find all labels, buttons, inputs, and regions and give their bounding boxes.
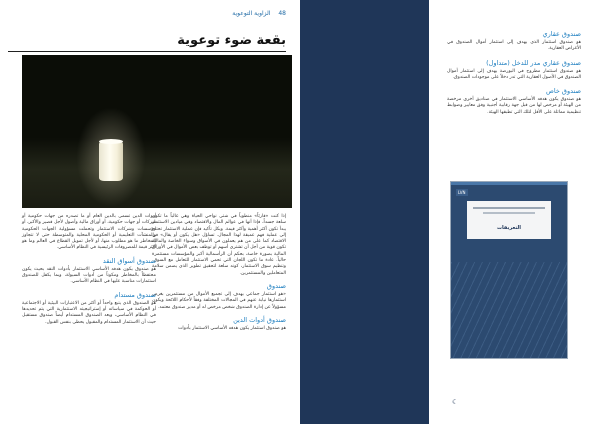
photo-grass (22, 138, 292, 208)
subheading-fund: صندوق (266, 281, 286, 290)
book-subtitle-line (483, 212, 535, 214)
right-page (300, 0, 600, 424)
subheading-sustainable: صندوق مستدام (114, 290, 156, 299)
subheading-money-market: صندوق أسواق النقد (102, 256, 156, 265)
page-header (232, 10, 286, 17)
debt-fund-paragraph: هو صندوق استثمار يكون هدفه الأساسي الاستثمار بأدوات (178, 325, 286, 331)
book-title-line (473, 207, 545, 209)
crescent-moon-icon: ☾ (452, 398, 459, 406)
book-title-panel (467, 201, 551, 239)
page-number: 48 (278, 10, 286, 17)
book-title: التعريفات (497, 225, 521, 231)
lamp-photo (22, 55, 292, 208)
definitions-column (447, 24, 581, 120)
private-fund-paragraph: هو صندوق يكون هدفه الأساسي الاستثمار في صناديق أخرى مرخصة من الهيئة أو مرخص لها من قبل جهة رقابية أجنبية وفق معايير وضوابط تنظيمية مماثلة على الأقل لتلك التي تطبقها الهيئة. (447, 97, 581, 115)
subheading-real-estate: صندوق عقاري (542, 30, 581, 38)
book-cover (450, 181, 568, 359)
book-stripe (451, 182, 567, 185)
text-column-right (152, 214, 286, 336)
subheading-private-fund: صندوق خاص (546, 87, 581, 96)
book-pattern (451, 262, 567, 358)
text-column-left (22, 214, 156, 330)
photo-lamp (99, 141, 123, 181)
fund-paragraph: «هو استثمار جماعي يهدف إلى تجميع الأموال من مستثمرين بغرض استثمارها نيابة عنهم في المجالات المختلفة وفقاً لأحكام اللائحة ويكون مسؤولاً عن إدارة الصندوق شخص مرخص له أو مدير صندوق معتمد. (152, 291, 286, 310)
navy-band (300, 0, 429, 424)
book-logo: LVN (458, 190, 466, 195)
page-title: بقعة ضوء توعوية (8, 33, 286, 52)
photo-lamp-top (99, 139, 123, 144)
reit-paragraph: هو صندوق استثمار مطروح في البورصة يهدف إلى استثمار أموال الصندوق في الأصول العقارية التي تدر دخلاً على موجودات الصندوق. (447, 68, 581, 80)
real-estate-paragraph: هو صندوق استثمار الذي يهدف إلى استثمار أموال الصندوق في الأغراض العقارية. (447, 40, 581, 52)
subheading-debt-fund: صندوق أدوات الدين (233, 315, 286, 324)
intro-paragraph: إذا كنت «قارئاً» منطوياً في شتى نواحي الحياة وهي غالباً ما تكون سلعة جسداً، فإذا أنها في عوالم المال والاقتصاد وفي ميادين الاستثمار يبدأ تكون أكثر أهمية وأكثر قيمة. وبكل تأكيد فإن عملية الاستثمار تحتاج إلى عملية فهم عميقة لهذا المجال. تساؤل «هل يكون أو يقال» في الاقتصاد كما على من هم يعملون في الأسواق وسواء الخاصة والمالية تكون قوية من أجل أن تشتري أسهم أو توظف بعض الأموال في الأوراق المالية بصورة خاصة، بحكم أن الرأسمالية أكبر والمؤسسات مستثمرة حالياً. عادة ما تكون اللجان التي تحمي الاستثمار للتعامل مع السوق. وتنظيم سوق الاستثمار، كونه سلعة لتحقيق تطوير الذي يضمن سلامة المتعاملين والمستثمرين. (151, 214, 286, 276)
continuation-paragraph: أدوات الدين تسمى بالدين العام أو ما تصدره من جهات حكومية أو شركات أو جهات حكومية، أو أوراق مالية وأصول لأجل قصير والأكبر، أو مؤسسات وشركات الاستثمار وتحملت مسؤولية الجهات الحكومية والمنشآت التعليمية أو الحكومية المحلية والمتوسطة حتى لا تتجاوز المخاطر ما هو مطلوب منها، أو لأجل تمويل القطاع في العالم وما هو أكثر قيمة للمصروفات الرئيسية في النظام الأساسي. (22, 214, 156, 251)
sustainable-paragraph: هو الصندوق الذي يتبع واحداً أو أكثر من الاعتبارات البيئية أو الاجتماعية أو الحوكمة في سياساته أو إستراتيجيته الاستثمارية التي يتم تحديدها في النظام الأساسي، ويعد الصندوق المستدام أيضاً صندوق مستقبل حيث أن الاستثمار المستدام والمقبول يحظى بنفس القبول. (22, 300, 156, 325)
subheading-reit: صندوق عقاري مدر للدخل (متداول) (486, 58, 581, 67)
money-market-paragraph: هو صندوق يكون هدفه الأساسي الاستثمار بأدوات النقد بحيث يكون محتفظاً بالمخاطر ومكوناً من أدوات السيولة، وبما يكفل للصندوق استثمارات مناسبة عليها في النظام الأساسي. (22, 266, 156, 285)
section-name: الزاوية التوعوية (232, 10, 271, 17)
